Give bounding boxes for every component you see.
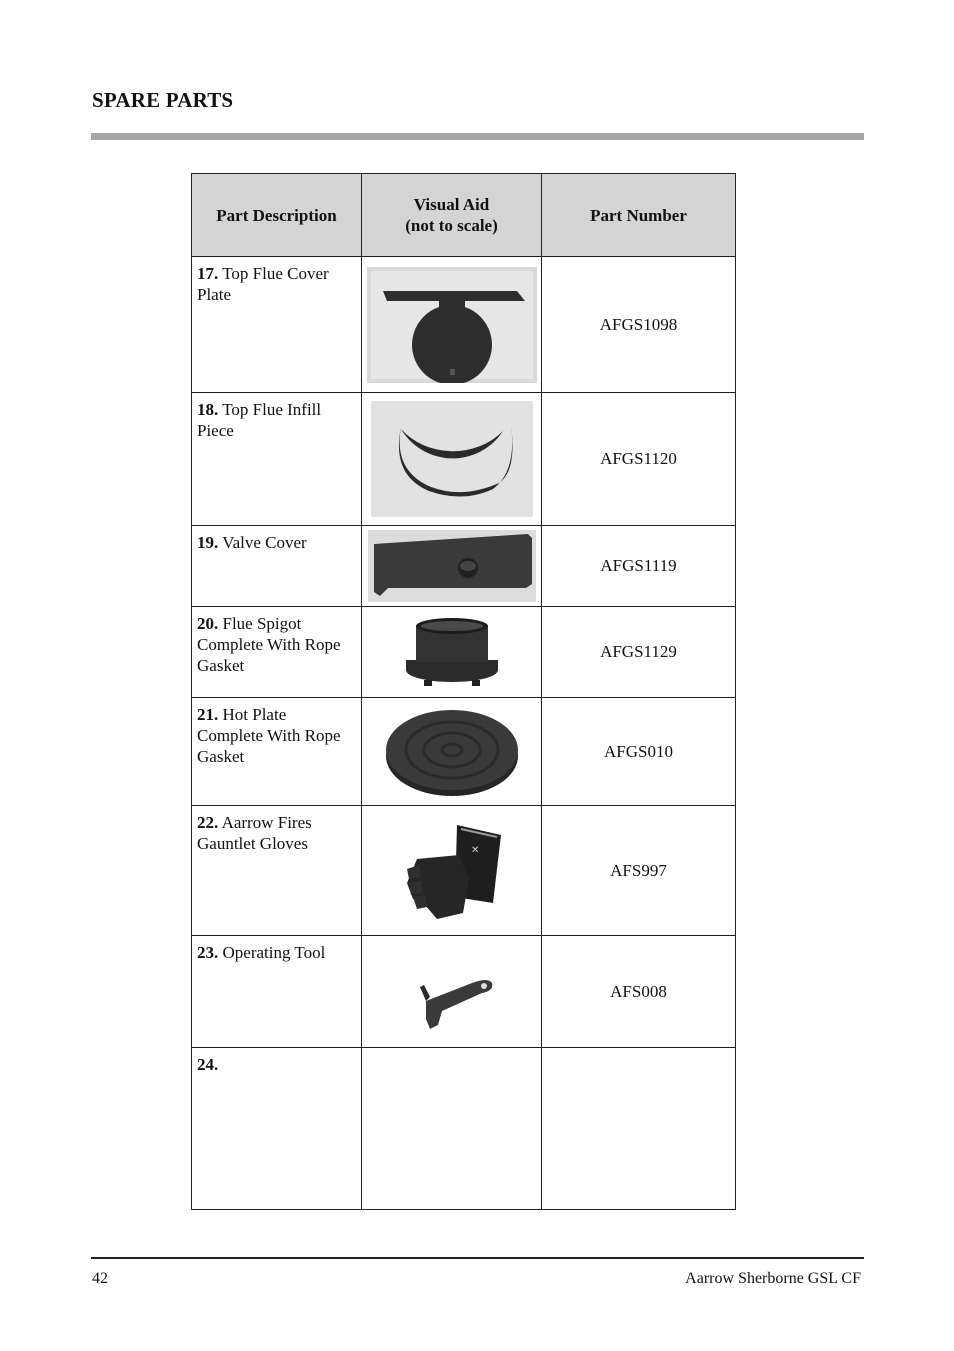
part-number: AFGS1119 xyxy=(542,526,736,607)
visual-aid-cell xyxy=(362,607,542,698)
footer-document-title: Aarrow Sherborne GSL CF xyxy=(685,1270,861,1287)
header-rule xyxy=(91,133,864,140)
part-description: 20. Flue Spigot Complete With Rope Gasket xyxy=(192,607,362,698)
table-row xyxy=(192,1048,736,1210)
part-number: AFGS1098 xyxy=(542,257,736,393)
visual-aid-cell xyxy=(362,936,542,1048)
part-description: 22. Aarrow Fires Gauntlet Gloves xyxy=(192,806,362,936)
spare-parts-table xyxy=(191,173,736,1210)
flue-infill-piece-image xyxy=(371,401,533,517)
part-description: 24. xyxy=(192,1048,362,1210)
visual-aid-cell xyxy=(362,698,542,806)
part-number: AFS997 xyxy=(542,806,736,936)
part-number: AFS008 xyxy=(542,936,736,1048)
visual-aid-cell xyxy=(362,257,542,393)
column-header-visual-aid: Visual Aid (not to scale) xyxy=(362,174,542,257)
table-row xyxy=(192,698,736,806)
svg-text:✕: ✕ xyxy=(470,844,479,856)
gauntlet-gloves-image xyxy=(397,819,507,923)
part-description: 19. Valve Cover xyxy=(192,526,362,607)
hot-plate-image xyxy=(382,704,522,800)
part-description: 18. Top Flue Infill Piece xyxy=(192,393,362,526)
part-number: AFGS1120 xyxy=(542,393,736,526)
column-header-description: Part Description xyxy=(192,174,362,257)
operating-tool-image xyxy=(402,953,502,1031)
part-number xyxy=(542,1048,736,1210)
visual-aid-cell xyxy=(362,393,542,526)
flue-spigot-image xyxy=(402,614,502,690)
part-description: 17. Top Flue Cover Plate xyxy=(192,257,362,393)
footer-rule xyxy=(91,1257,864,1259)
page-title: SPARE PARTS xyxy=(92,88,234,112)
table-row xyxy=(192,607,736,698)
part-description: 23. Operating Tool xyxy=(192,936,362,1048)
table-row xyxy=(192,526,736,607)
visual-aid-cell xyxy=(362,526,542,607)
column-header-part-number: Part Number xyxy=(542,174,736,257)
table-row xyxy=(192,936,736,1048)
page-number: 42 xyxy=(92,1270,108,1287)
flue-cover-plate-image xyxy=(367,267,537,383)
part-number: AFGS010 xyxy=(542,698,736,806)
part-description: 21. Hot Plate Complete With Rope Gasket xyxy=(192,698,362,806)
table-row xyxy=(192,806,736,936)
valve-cover-image xyxy=(368,530,536,602)
part-number: AFGS1129 xyxy=(542,607,736,698)
visual-aid-cell xyxy=(362,1048,542,1210)
table-row xyxy=(192,393,736,526)
visual-aid-cell xyxy=(362,806,542,936)
table-row xyxy=(192,257,736,393)
table-header-row xyxy=(192,174,736,257)
